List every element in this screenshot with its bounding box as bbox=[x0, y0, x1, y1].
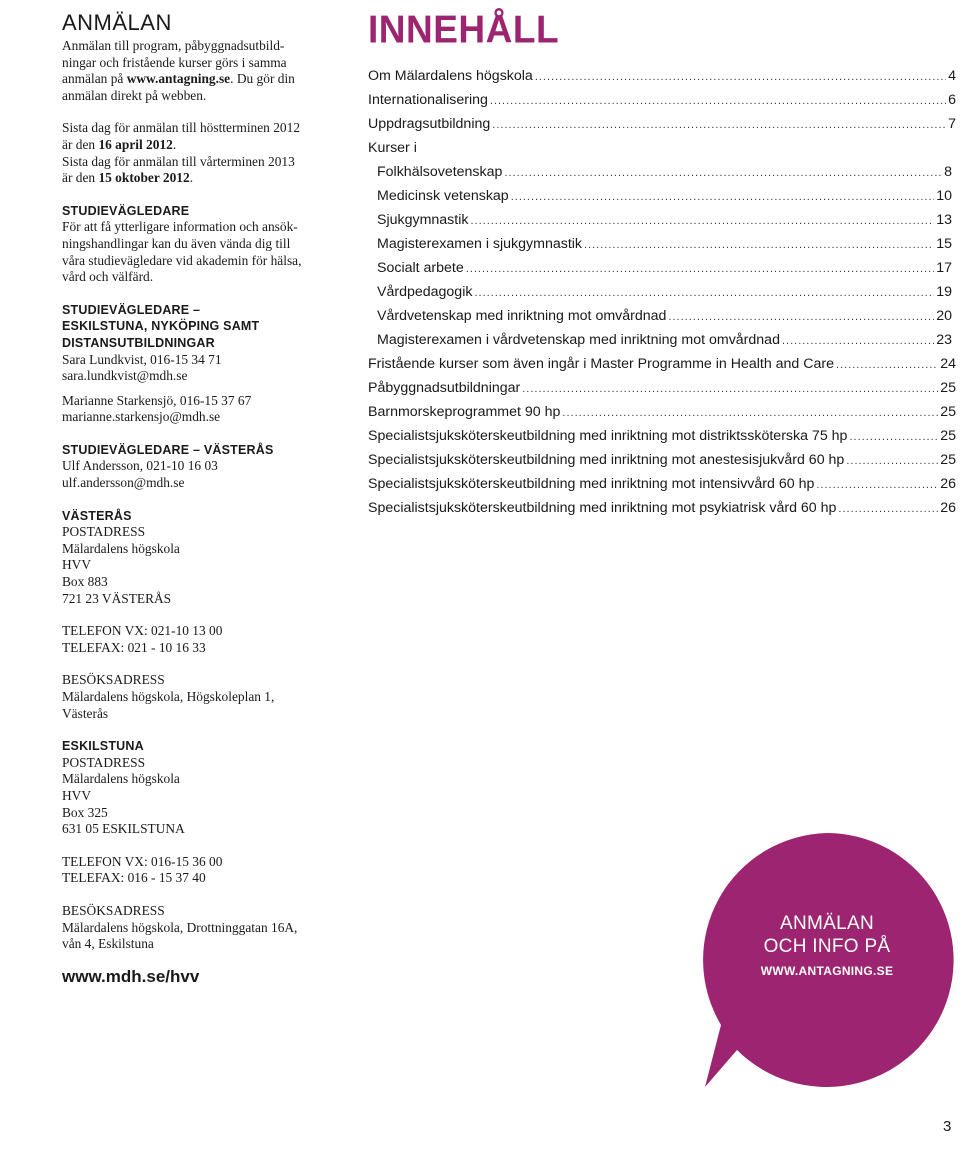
toc-page: 13 bbox=[936, 212, 952, 228]
deadline-text-part: . bbox=[172, 136, 177, 152]
section-header: ESKILSTUNA, NYKÖPING SAMT bbox=[62, 319, 260, 334]
toc-page: 7 bbox=[948, 116, 956, 132]
toc-label: Socialt arbete bbox=[377, 260, 464, 276]
toc-label: Barnmorskeprogrammet 90 hp bbox=[368, 404, 561, 420]
toc-leader bbox=[668, 311, 934, 323]
toc-entry[interactable] bbox=[368, 236, 956, 260]
intro-text-part: anmälan på bbox=[62, 71, 127, 87]
contact-name: Ulf Andersson, 021-10 16 03 bbox=[62, 458, 218, 474]
fax: TELEFAX: 016 - 15 37 40 bbox=[62, 870, 206, 886]
intro-line: ningar och fristående kurser görs i samma bbox=[62, 54, 287, 70]
toc-entry[interactable] bbox=[368, 380, 956, 404]
deadline-date: 16 april 2012 bbox=[98, 136, 173, 152]
toc-page: 25 bbox=[940, 380, 956, 396]
toc-leader bbox=[838, 503, 938, 515]
toc-entry[interactable] bbox=[368, 332, 956, 356]
toc-entry[interactable] bbox=[368, 284, 956, 308]
toc-label: Vårdvetenskap med inriktning mot omvårdnad bbox=[377, 308, 667, 324]
intro-text-part: . Du gör din bbox=[230, 71, 295, 87]
toc-leader bbox=[849, 431, 938, 443]
toc-label: Sjukgymnastik bbox=[377, 212, 469, 228]
toc-page: 25 bbox=[940, 452, 956, 468]
toc-leader bbox=[474, 287, 934, 299]
bubble-url[interactable]: WWW.ANTAGNING.SE bbox=[760, 964, 894, 978]
toc-label: Uppdragsutbildning bbox=[368, 116, 491, 132]
contact-column bbox=[62, 10, 352, 987]
toc-leader bbox=[466, 263, 934, 275]
deadline-date: 15 oktober 2012 bbox=[98, 170, 190, 186]
section-header: ESKILSTUNA bbox=[62, 739, 144, 754]
page-number: 3 bbox=[943, 1118, 952, 1135]
toc-entry[interactable] bbox=[368, 212, 956, 236]
toc-page: 17 bbox=[936, 260, 952, 276]
toc-page: 15 bbox=[936, 236, 952, 252]
toc-page: 26 bbox=[940, 500, 956, 516]
toc-entry[interactable] bbox=[368, 68, 956, 92]
deadline-text-part: . bbox=[189, 170, 194, 186]
fax: TELEFAX: 021 - 10 16 33 bbox=[62, 639, 206, 655]
toc-leader bbox=[584, 239, 934, 251]
toc-group-heading bbox=[368, 140, 956, 164]
address-line: Mälardalens högskola bbox=[62, 540, 180, 556]
deadline-text-part: är den bbox=[62, 170, 99, 186]
toc-label: Folkhälsovetenskap bbox=[377, 164, 503, 180]
intro-line bbox=[62, 71, 352, 88]
toc-label: Fristående kurser som även ingår i Master Programme in Health and Care bbox=[368, 356, 835, 372]
address-line: 631 05 ESKILSTUNA bbox=[62, 821, 185, 837]
contact-email[interactable]: sara.lundkvist@mdh.se bbox=[62, 368, 188, 384]
deadline-text-part: är den bbox=[62, 136, 99, 152]
toc-list bbox=[368, 68, 956, 524]
toc-leader bbox=[562, 407, 938, 419]
bubble-line: ANMÄLAN bbox=[780, 913, 874, 934]
address-label: POSTADRESS bbox=[62, 754, 146, 770]
address-label: BESÖKSADRESS bbox=[62, 902, 165, 918]
toc-entry[interactable] bbox=[368, 356, 956, 380]
toc-entry[interactable] bbox=[368, 500, 956, 524]
toc-leader bbox=[492, 119, 946, 131]
intro-text bbox=[62, 38, 352, 104]
toc-page: 25 bbox=[940, 428, 956, 444]
toc-entry[interactable] bbox=[368, 92, 956, 116]
eskilstuna-address-section bbox=[62, 738, 352, 953]
deadlines bbox=[62, 120, 352, 186]
contact-email[interactable]: ulf.andersson@mdh.se bbox=[62, 475, 185, 491]
text-line: För att få ytterligare information och ansök- bbox=[62, 219, 298, 235]
toc-entry[interactable] bbox=[368, 404, 956, 428]
toc-label: Specialistsjuksköterskeutbildning med inriktning mot anestesisjukvård 60 hp bbox=[368, 452, 845, 468]
text-line: vård och välfärd. bbox=[62, 269, 154, 285]
toc-page: 19 bbox=[936, 284, 952, 300]
deadline-line bbox=[62, 137, 352, 154]
toc-entry[interactable] bbox=[368, 452, 956, 476]
address-line: HVV bbox=[62, 787, 92, 803]
section-header: STUDIEVÄGLEDARE – VÄSTERÅS bbox=[62, 442, 274, 457]
toc-entry[interactable] bbox=[368, 476, 956, 500]
table-of-contents bbox=[368, 8, 956, 524]
toc-leader bbox=[782, 335, 934, 347]
toc-leader bbox=[522, 383, 938, 395]
bubble-text bbox=[697, 912, 957, 978]
intro-line: anmälan direkt på webben. bbox=[62, 87, 207, 103]
toc-page: 24 bbox=[940, 356, 956, 372]
studievagledare-vasteras-section bbox=[62, 442, 352, 492]
address-line: Box 883 bbox=[62, 574, 108, 590]
intro-line: Anmälan till program, påbyggnadsutbild- bbox=[62, 38, 285, 53]
toc-label: Magisterexamen i sjukgymnastik bbox=[377, 236, 583, 252]
toc-page: 8 bbox=[944, 164, 952, 180]
address-line: Mälardalens högskola bbox=[62, 771, 180, 787]
deadline-line: Sista dag för anmälan till vårterminen 2013 bbox=[62, 153, 295, 169]
address-label: BESÖKSADRESS bbox=[62, 672, 165, 688]
toc-label: Internationalisering bbox=[368, 92, 488, 108]
address-line: Mälardalens högskola, Drottninggatan 16A, bbox=[62, 919, 298, 935]
section-header: DISTANSUTBILDNINGAR bbox=[62, 335, 215, 350]
toc-label: Om Mälardalens högskola bbox=[368, 68, 533, 84]
phone: TELEFON VX: 016-15 36 00 bbox=[62, 853, 223, 869]
website-link[interactable]: www.mdh.se/hvv bbox=[62, 966, 200, 986]
toc-page: 26 bbox=[940, 476, 956, 492]
toc-entry[interactable] bbox=[368, 428, 956, 452]
toc-leader bbox=[504, 167, 942, 179]
address-line: Box 325 bbox=[62, 804, 108, 820]
toc-entry[interactable] bbox=[368, 308, 956, 332]
address-line: vån 4, Eskilstuna bbox=[62, 936, 154, 952]
toc-label: Specialistsjuksköterskeutbildning med inriktning mot intensivvård 60 hp bbox=[368, 476, 815, 492]
toc-label: Påbyggnadsutbildningar bbox=[368, 380, 521, 396]
toc-entry[interactable] bbox=[368, 188, 956, 212]
toc-page: 20 bbox=[936, 308, 952, 324]
toc-leader bbox=[470, 215, 934, 227]
toc-leader bbox=[816, 479, 938, 491]
bubble-line: OCH INFO PÅ bbox=[763, 936, 891, 957]
toc-leader bbox=[836, 359, 938, 371]
toc-page: 25 bbox=[940, 404, 956, 420]
anmalan-heading: ANMÄLAN bbox=[62, 10, 172, 35]
toc-title: INNEHÅLL bbox=[368, 8, 560, 52]
deadline-line bbox=[62, 170, 352, 187]
address-line: HVV bbox=[62, 557, 92, 573]
toc-entry[interactable] bbox=[368, 164, 956, 188]
toc-entry[interactable] bbox=[368, 260, 956, 284]
studievagledare-section bbox=[62, 203, 352, 286]
address-line: Västerås bbox=[62, 705, 109, 721]
toc-label: Specialistsjuksköterskeutbildning med inriktning mot distriktssköterska 75 hp bbox=[368, 428, 848, 444]
toc-label: Medicinsk vetenskap bbox=[377, 188, 509, 204]
toc-label: Kurser i bbox=[368, 140, 417, 156]
vasteras-address-section bbox=[62, 508, 352, 723]
contact-email[interactable]: marianne.starkensjo@mdh.se bbox=[62, 409, 221, 425]
toc-page: 10 bbox=[936, 188, 952, 204]
phone: TELEFON VX: 021-10 13 00 bbox=[62, 623, 223, 639]
text-line: ningshandlingar kan du även vända dig till bbox=[62, 235, 291, 251]
contact-name: Marianne Starkensjö, 016-15 37 67 bbox=[62, 392, 252, 408]
text-line: våra studievägledare vid akademin för hälsa, bbox=[62, 252, 302, 268]
address-line: 721 23 VÄSTERÅS bbox=[62, 590, 172, 606]
toc-page: 6 bbox=[948, 92, 956, 108]
toc-page: 23 bbox=[936, 332, 952, 348]
section-header: STUDIEVÄGLEDARE bbox=[62, 203, 190, 218]
toc-page: 4 bbox=[948, 68, 956, 84]
toc-leader bbox=[490, 95, 946, 107]
toc-leader bbox=[535, 71, 946, 83]
toc-label: Magisterexamen i vårdvetenskap med inriktning mot omvårdnad bbox=[377, 332, 780, 348]
toc-leader bbox=[846, 455, 938, 467]
toc-label: Specialistsjuksköterskeutbildning med inriktning mot psykiatrisk vård 60 hp bbox=[368, 500, 837, 516]
deadline-line: Sista dag för anmälan till höstterminen 2012 bbox=[62, 120, 301, 136]
section-header: VÄSTERÅS bbox=[62, 508, 132, 523]
anmalan-speech-bubble[interactable] bbox=[697, 830, 957, 1090]
section-header: STUDIEVÄGLEDARE – bbox=[62, 302, 201, 317]
contact-name: Sara Lundkvist, 016-15 34 71 bbox=[62, 351, 222, 367]
antagning-link[interactable]: www.antagning.se bbox=[126, 71, 231, 87]
toc-label: Vårdpedagogik bbox=[377, 284, 473, 300]
studievagledare-eskilstuna-section bbox=[62, 302, 352, 426]
address-label: POSTADRESS bbox=[62, 524, 146, 540]
toc-leader bbox=[511, 191, 935, 203]
toc-entry[interactable] bbox=[368, 116, 956, 140]
address-line: Mälardalens högskola, Högskoleplan 1, bbox=[62, 689, 275, 704]
